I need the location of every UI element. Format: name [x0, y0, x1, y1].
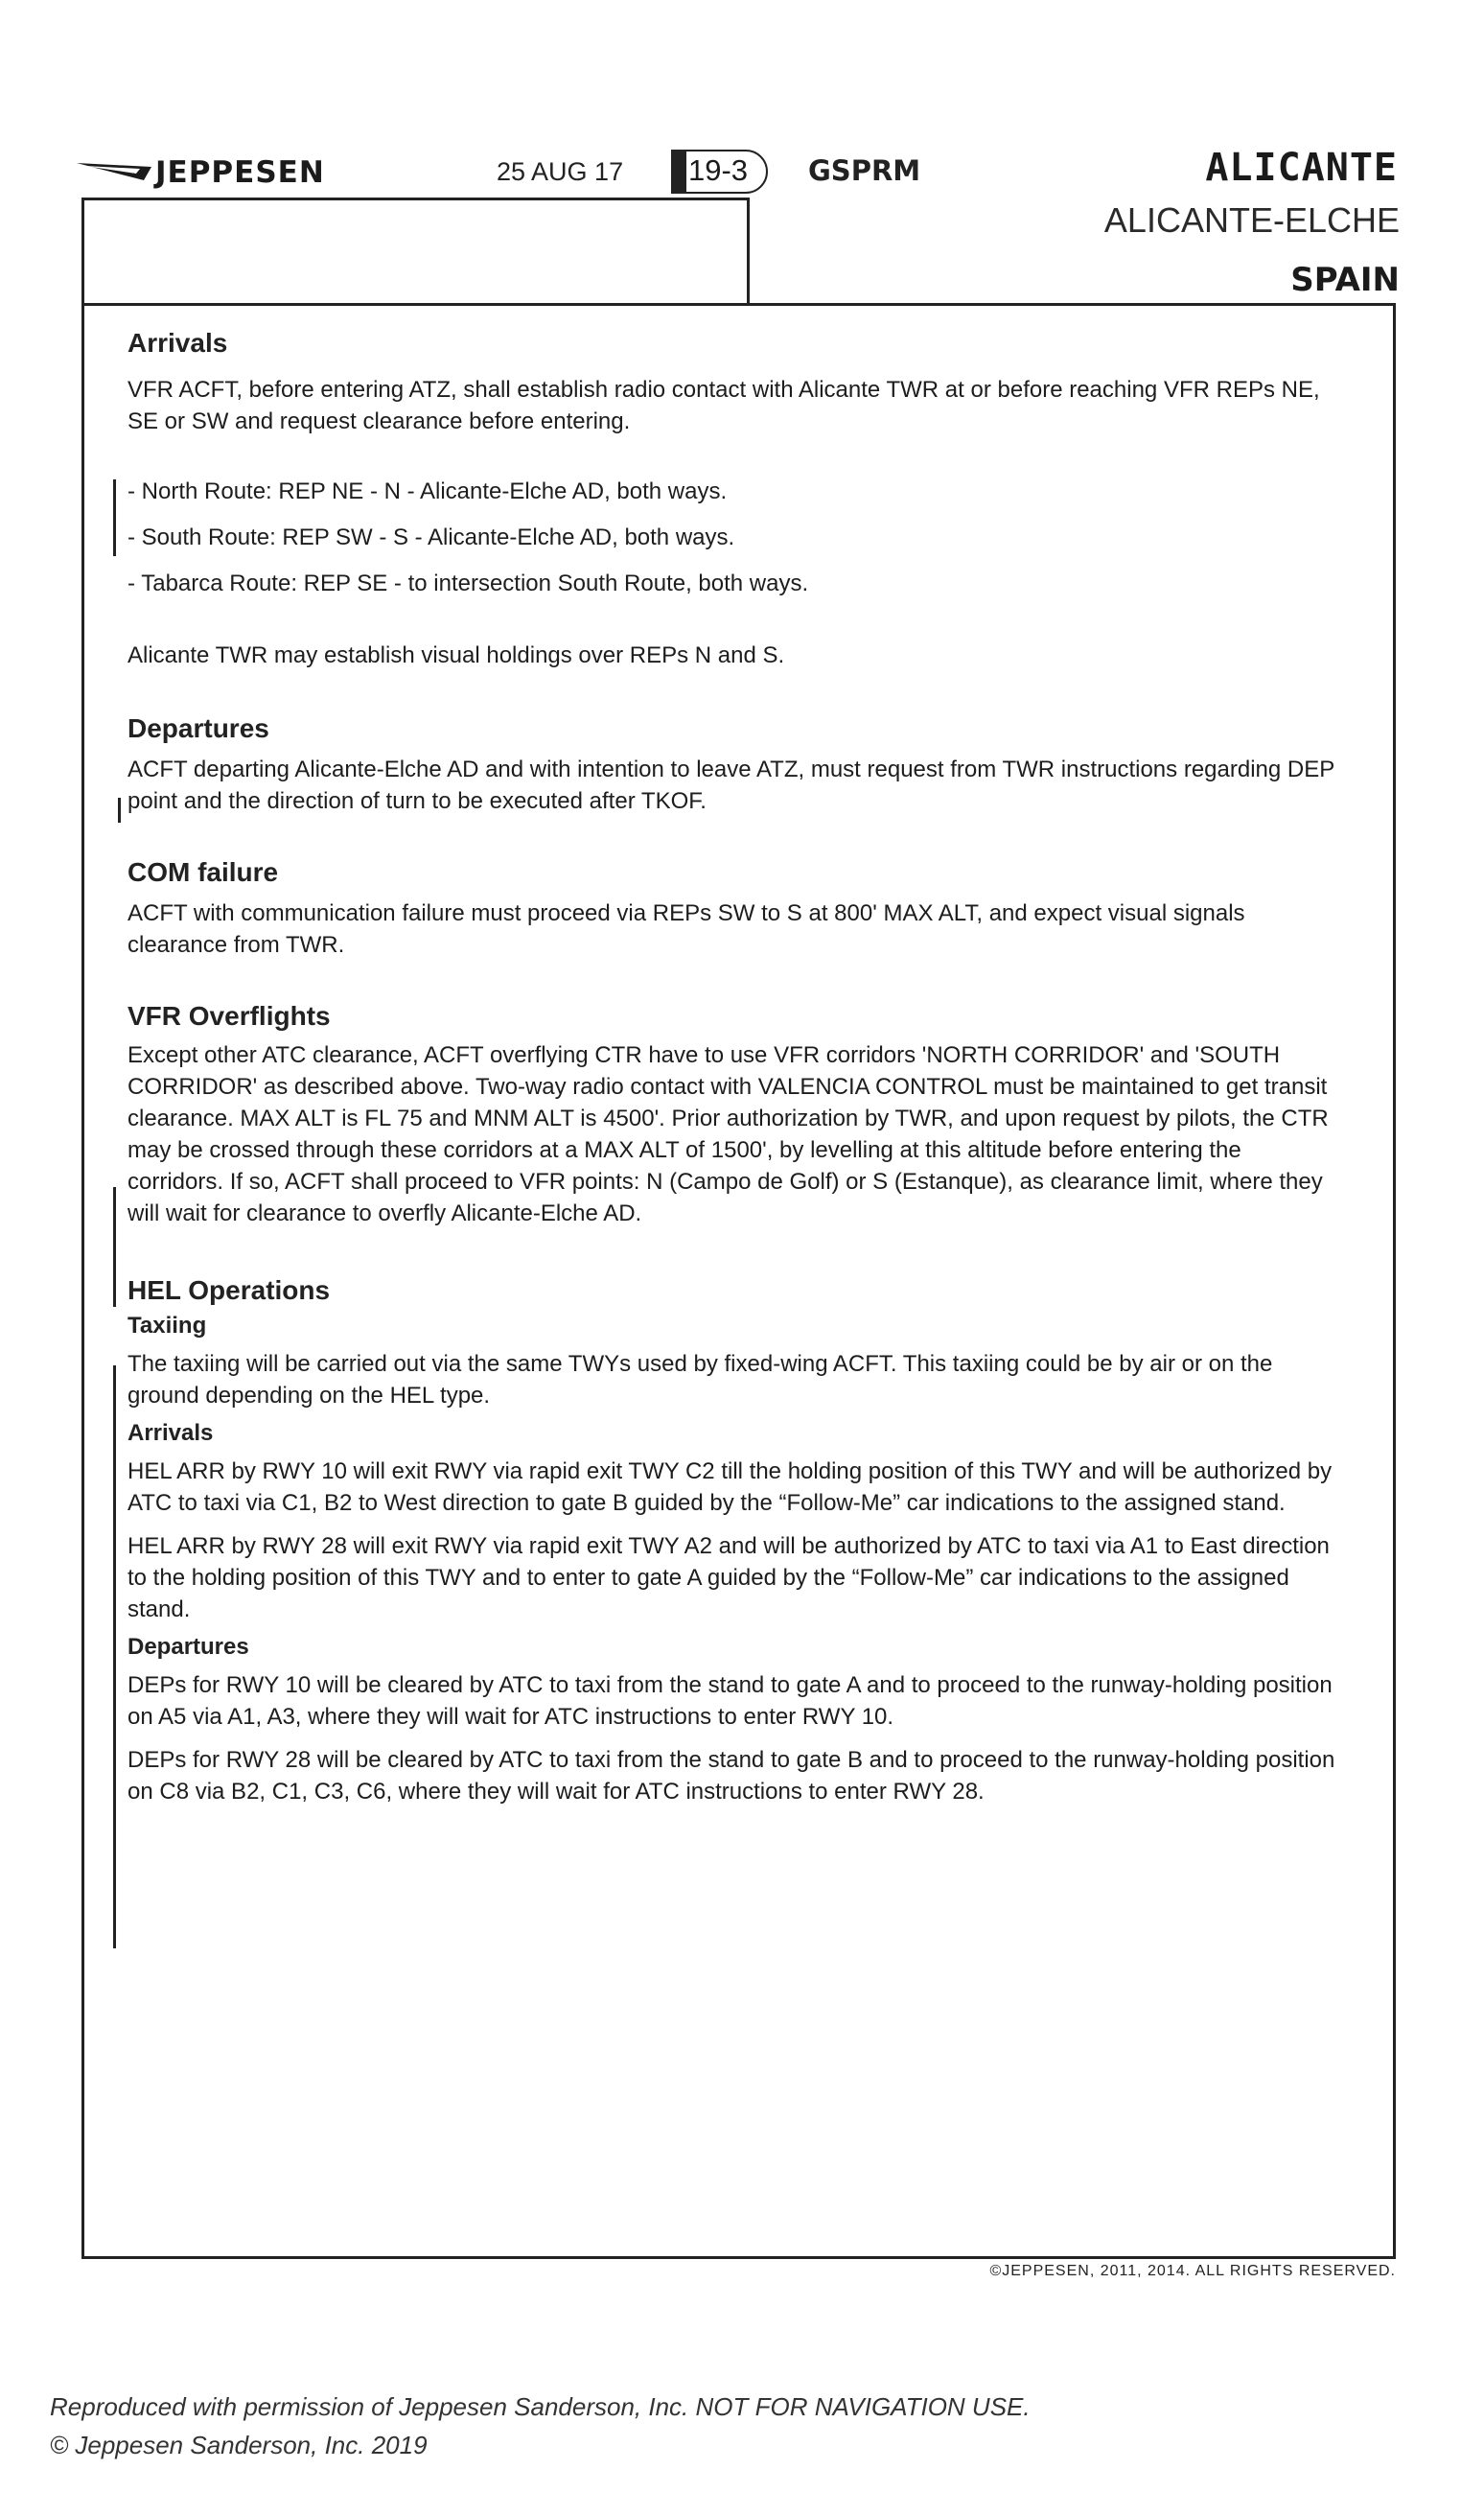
departures-text: ACFT departing Alicante-Elche AD and with intention to leave ATZ, must request from TWR instructions regarding DEP point and the direction of turn to be executed after TKOF.	[128, 757, 1334, 814]
arrivals-section	[128, 324, 1335, 671]
city-name: ALICANTE	[1205, 146, 1398, 190]
hel-arrivals-heading: Arrivals	[128, 1420, 214, 1446]
hel-operations-heading: HEL Operations	[128, 1275, 331, 1305]
route-south: - South Route: REP SW - S - Alicante-Elche AD, both ways.	[128, 524, 735, 550]
vfr-overflights-text: Except other ATC clearance, ACFT overflying CTR have to use VFR corridors 'NORTH CORRIDOR' and 'SOUTH CORRIDOR' as described above. Two-way radio contact with VALENCIA CONTROL must be maintained to get transit clearance. MAX ALT is FL 75 and MNM ALT is 4500'. Prior authorization by TWR, and upon request by pilots, the CTR may be crossed through these corridors at a MAX ALT of 1500', by levelling at this altitude before entering the corridors. If so, ACFT shall proceed to VFR points: N (Campo de Golf) or S (Estanque), as clearance limit, where they will wait for clearance to overfly Alicante-Elche AD.	[128, 1042, 1329, 1226]
com-failure-heading: COM failure	[128, 857, 279, 887]
arrivals-note: Alicante TWR may establish visual holdings over REPs N and S.	[128, 642, 785, 668]
com-failure-text: ACFT with communication failure must proceed via REPs SW to S at 800' MAX ALT, and expect visual signals clearance from TWR.	[128, 900, 1245, 958]
hel-departures-text-1: DEPs for RWY 10 will be cleared by ATC to taxi from the stand to gate A and to proceed to the runway-holding position on A5 via A1, A3, where they will wait for ATC instructions to enter RWY 10.	[128, 1672, 1333, 1730]
chart-content	[128, 324, 1335, 1807]
vfr-overflights-heading: VFR Overflights	[128, 1001, 331, 1031]
hel-arrivals-text-2: HEL ARR by RWY 28 will exit RWY via rapid exit TWY A2 and will be authorized by ATC to taxi via A1 to East direction to the holding position of this TWY and to enter to gate A guided by the “Follow-Me” car indications to the assigned stand.	[128, 1533, 1330, 1622]
footer-line-2: © Jeppesen Sanderson, Inc. 2019	[50, 2431, 428, 2459]
header-rule	[81, 198, 749, 200]
header-box-left	[81, 198, 84, 305]
arrivals-intro: VFR ACFT, before entering ATZ, shall establish radio contact with Alicante TWR at or before reaching VFR REPs NE, SE or SW and request clearance before entering.	[128, 377, 1320, 434]
hel-operations-section	[128, 1271, 1335, 1807]
header-box-right	[747, 198, 750, 305]
hel-arrivals-text-1: HEL ARR by RWY 10 will exit RWY via rapid exit TWY C2 till the holding position of this TWY and will be authorized by ATC to taxi via C1, B2 to West direction to gate B guided by the “Follow-Me” car indications to the assigned stand.	[128, 1458, 1333, 1516]
com-failure-section	[128, 853, 1335, 961]
chart-number-tab	[671, 150, 686, 194]
revision-bar	[118, 798, 121, 823]
jeppesen-logo-icon	[77, 161, 151, 184]
footer-line-1: Reproduced with permission of Jeppesen Sanderson, Inc. NOT FOR NAVIGATION USE.	[50, 2392, 1031, 2421]
route-tabarca: - Tabarca Route: REP SE - to intersection South Route, both ways.	[128, 571, 809, 596]
jeppesen-logo	[77, 153, 325, 192]
chart-date: 25 AUG 17	[497, 157, 624, 186]
icao-code: GSPRM	[808, 154, 921, 187]
reproduction-footer	[50, 2388, 1031, 2464]
vfr-overflights-section	[128, 997, 1335, 1229]
hel-departures-text-2: DEPs for RWY 28 will be cleared by ATC to taxi from the stand to gate B and to proceed to the runway-holding position on C8 via B2, C1, C3, C6, where they will wait for ATC instructions to enter RWY 28.	[128, 1747, 1335, 1805]
revision-bar	[113, 1365, 116, 1948]
revision-bar	[113, 479, 116, 556]
arrivals-heading: Arrivals	[128, 328, 228, 358]
revision-bar	[113, 1187, 116, 1307]
country-name: SPAIN	[1290, 261, 1400, 299]
hel-taxiing-text: The taxiing will be carried out via the same TWYs used by fixed-wing ACFT. This taxiing could be by air or on the ground depending on the HEL type.	[128, 1351, 1273, 1409]
departures-section	[128, 710, 1335, 817]
logo-text: JEPPESEN	[155, 155, 325, 190]
chart-number: 19-3	[688, 153, 749, 187]
airport-name: ALICANTE-ELCHE	[1103, 200, 1400, 240]
departures-heading: Departures	[128, 713, 269, 743]
hel-departures-heading: Departures	[128, 1634, 249, 1660]
copyright-notice: ©JEPPESEN, 2011, 2014. ALL RIGHTS RESERVED.	[989, 2263, 1396, 2279]
route-north: - North Route: REP NE - N - Alicante-Elche AD, both ways.	[128, 478, 728, 504]
hel-taxiing-heading: Taxiing	[128, 1313, 207, 1339]
